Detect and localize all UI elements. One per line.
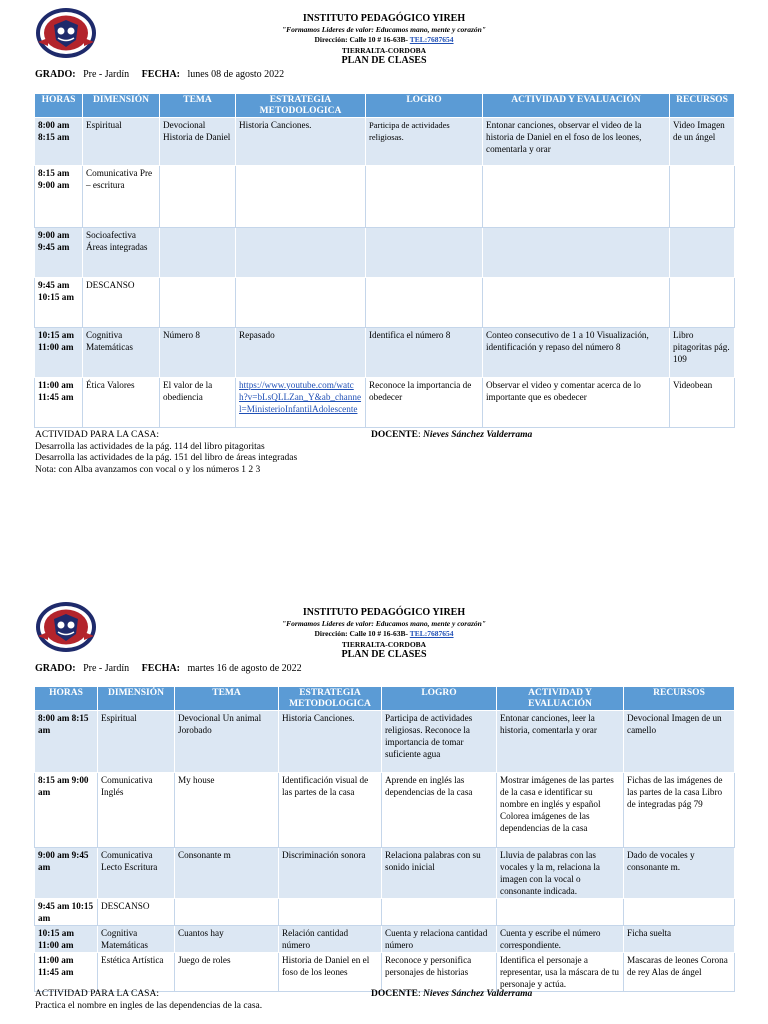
cell-estrategia: Relación cantidad número [279, 926, 382, 953]
table-header-row [35, 94, 735, 118]
col-header-actividad: ACTIVIDAD Y EVALUACIÓN [497, 687, 624, 711]
col-header-logro: LOGRO [366, 94, 483, 118]
cell-actividad: Mostrar imágenes de las partes de la casa e identificar su nombre en inglés y español Colorea imágenes de las dependencias de la casa [497, 773, 624, 848]
table-row [35, 848, 735, 899]
school-name: INSTITUTO PEDAGÓGICO YIREH [302, 607, 466, 618]
cell-dimension: Comunicativa Lecto Escritura [98, 848, 175, 899]
cell-estrategia: Repasado [236, 328, 366, 378]
cell-hora: 8:00 am 8:15 am [35, 711, 98, 773]
cell-logro [366, 166, 483, 228]
cell-estrategia: Identificación visual de las partes de la casa [279, 773, 382, 848]
plan-title: PLAN DE CLASES [341, 649, 427, 660]
cell-hora: 8:00 am 8:15 am [35, 118, 83, 166]
cell-logro: Relaciona palabras con su sonido inicial [382, 848, 497, 899]
cell-estrategia: Historia Canciones. [236, 118, 366, 166]
cell-actividad: Lluvia de palabras con las vocales y la m, relaciona la imagen con la vocal o consonante indicada. [497, 848, 624, 899]
homework-title: ACTIVIDAD PARA LA CASA: [35, 989, 159, 999]
cell-recursos: Video Imagen de un ángel [670, 118, 735, 166]
cell-dimension: DESCANSO [98, 899, 175, 926]
cell-dimension: Comunicativa Pre – escritura [83, 166, 160, 228]
cell-hora: 10:15 am 11:00 am [35, 328, 83, 378]
cell-dimension: Socioafectiva Áreas integradas [83, 228, 160, 278]
cell-recursos: Fichas de las imágenes de las partes de la casa Libro de integradas pág 79 [624, 773, 735, 848]
cell-logro [366, 228, 483, 278]
col-header-actividad: ACTIVIDAD Y EVALUACIÓN [483, 94, 670, 118]
cell-hora: 10:15 am 11:00 am [35, 926, 98, 953]
cell-recursos: Devocional Imagen de un camello [624, 711, 735, 773]
cell-actividad: Entonar canciones, observar el video de la historia de Daniel en el foso de los leones, comentarla y orar [483, 118, 670, 166]
cell-hora: 11:00 am 11:45 am [35, 953, 98, 992]
col-header-horas: HORAS [35, 687, 98, 711]
cell-estrategia [236, 278, 366, 328]
cell-hora: 11:00 am 11:45 am [35, 378, 83, 428]
school-tel-link[interactable]: TEL:7687654 [409, 629, 454, 638]
homework-item: Practica el nombre en ingles de las dependencias de la casa. [35, 1000, 263, 1011]
cell-recursos: Libro pitagoritas pág. 109 [670, 328, 735, 378]
table-row [35, 328, 735, 378]
table-row [35, 118, 735, 166]
cell-tema [160, 278, 236, 328]
cell-dimension: Comunicativa Inglés [98, 773, 175, 848]
cell-logro: Cuenta y relaciona cantidad número [382, 926, 497, 953]
fecha-label: FECHA: [141, 663, 181, 674]
cell-hora: 8:15 am 9:00 am [35, 773, 98, 848]
col-header-dimension: DIMENSIÓN [83, 94, 160, 118]
cell-actividad: Entonar canciones, leer la historia, comentarla y orar [497, 711, 624, 773]
cell-actividad [483, 278, 670, 328]
cell-logro: Aprende en inglés las dependencias de la casa [382, 773, 497, 848]
cell-hora: 9:45 am 10:15 am [35, 278, 83, 328]
table-row [35, 278, 735, 328]
docente-label: DOCENTE [371, 989, 418, 999]
cell-recursos [670, 228, 735, 278]
school-address [0, 35, 768, 46]
plan2-grado-line [35, 663, 302, 674]
cell-actividad: Identifica el personaje a representar, usa la máscara de tu personaje y actúa. [497, 953, 624, 992]
cell-estrategia [279, 899, 382, 926]
col-header-recursos: RECURSOS [670, 94, 735, 118]
cell-actividad [497, 899, 624, 926]
cell-estrategia [236, 378, 366, 428]
cell-recursos: Videobean [670, 378, 735, 428]
table-row [35, 166, 735, 228]
table-row [35, 899, 735, 926]
table-header-row [35, 687, 735, 711]
col-header-recursos: RECURSOS [624, 687, 735, 711]
address-text: Dirección: Calle 10 # 16-63B- [314, 35, 409, 44]
col-header-estrategia: ESTRATEGIA METODOLOGICA [279, 687, 382, 711]
docente-label: DOCENTE [371, 430, 418, 440]
cell-logro: Reconoce la importancia de obedecer [366, 378, 483, 428]
address-text: Dirección: Calle 10 # 16-63B- [314, 629, 409, 638]
cell-tema: My house [175, 773, 279, 848]
cell-logro: Participa de actividades religiosas. Reconoce la importancia de tomar suficiente agua [382, 711, 497, 773]
cell-actividad [483, 166, 670, 228]
cell-estrategia [236, 228, 366, 278]
grado-value: Pre - Jardín [83, 69, 130, 80]
table-row [35, 953, 735, 992]
cell-estrategia: Discriminación sonora [279, 848, 382, 899]
school-motto: "Formamos Líderes de valor: Educamos mano, mente y corazón" [282, 618, 486, 628]
plan1-footer [35, 430, 735, 476]
plan2-header-text [0, 608, 768, 661]
cell-tema: Consonante m [175, 848, 279, 899]
plan1-header [0, 0, 768, 66]
cell-actividad: Cuenta y escribe el número correspondiente. [497, 926, 624, 953]
plan2-footer [35, 989, 735, 1012]
plan1-grado-line [35, 69, 284, 80]
cell-tema: Devocional Historia de Daniel [160, 118, 236, 166]
plan-title: PLAN DE CLASES [341, 55, 427, 66]
fecha-label: FECHA: [141, 69, 181, 80]
col-header-tema: TEMA [175, 687, 279, 711]
table-row [35, 773, 735, 848]
homework-item: Desarrolla las actividades de la pág. 114 del libro pitagoritas [35, 441, 265, 452]
col-header-tema: TEMA [160, 94, 236, 118]
cell-estrategia: Historia de Daniel en el foso de los leones [279, 953, 382, 992]
table-row [35, 228, 735, 278]
cell-dimension: Espiritual [98, 711, 175, 773]
cell-recursos: Dado de vocales y consonante m. [624, 848, 735, 899]
docente-name: Nieves Sánchez Valderrama [423, 430, 533, 440]
homework-title: ACTIVIDAD PARA LA CASA: [35, 430, 159, 440]
cell-dimension: Cognitiva Matemáticas [83, 328, 160, 378]
cell-recursos: Mascaras de leones Corona de rey Alas de ángel [624, 953, 735, 992]
table-row [35, 378, 735, 428]
cell-logro [382, 899, 497, 926]
col-header-logro: LOGRO [382, 687, 497, 711]
plan2-header [0, 594, 768, 660]
docente-line: DOCENTE: Nieves Sánchez Valderrama [371, 989, 533, 999]
grado-value: Pre - Jardín [83, 663, 130, 674]
cell-hora: 9:00 am 9:45 am [35, 228, 83, 278]
cell-actividad [483, 228, 670, 278]
cell-tema [175, 899, 279, 926]
docente-name: Nieves Sánchez Valderrama [423, 989, 533, 999]
homework-item: Nota: con Alba avanzamos con vocal o y los números 1 2 3 [35, 464, 261, 475]
cell-logro: Participa de actividades religiosas. [366, 118, 483, 166]
cell-tema: Cuantos hay [175, 926, 279, 953]
col-header-dimension: DIMENSIÓN [98, 687, 175, 711]
cell-hora: 9:00 am 9:45 am [35, 848, 98, 899]
cell-recursos: Ficha suelta [624, 926, 735, 953]
grado-label: GRADO: [35, 69, 76, 80]
cell-actividad: Observar el video y comentar acerca de lo importante que es obedecer [483, 378, 670, 428]
fecha-value: martes 16 de agosto de 2022 [187, 663, 302, 674]
school-city: TIERRALTA-CORDOBA [341, 639, 427, 649]
docente-line: DOCENTE: Nieves Sánchez Valderrama [371, 430, 533, 440]
cell-tema [160, 228, 236, 278]
grado-label: GRADO: [35, 663, 76, 674]
cell-estrategia: Historia Canciones. [279, 711, 382, 773]
plan1-header-text [0, 14, 768, 67]
cell-tema: Juego de roles [175, 953, 279, 992]
homework-item: Desarrolla las actividades de la pág. 151 del libro de áreas integradas [35, 453, 298, 463]
cell-actividad: Conteo consecutivo de 1 a 10 Visualización, identificación y repaso del número 8 [483, 328, 670, 378]
cell-dimension: Espiritual [83, 118, 160, 166]
cell-tema: Número 8 [160, 328, 236, 378]
cell-dimension: Cognitiva Matemáticas [98, 926, 175, 953]
school-motto: "Formamos Líderes de valor: Educamos mano, mente y corazón" [282, 24, 486, 34]
school-name: INSTITUTO PEDAGÓGICO YIREH [302, 13, 466, 24]
school-tel-link[interactable]: TEL:7687654 [409, 35, 454, 44]
cell-logro: Reconoce y personifica personajes de historias [382, 953, 497, 992]
cell-dimension: Ética Valores [83, 378, 160, 428]
cell-logro [366, 278, 483, 328]
table-row [35, 926, 735, 953]
cell-logro: Identifica el número 8 [366, 328, 483, 378]
fecha-value: lunes 08 de agosto 2022 [187, 69, 285, 80]
cell-tema: El valor de la obediencia [160, 378, 236, 428]
cell-estrategia [236, 166, 366, 228]
plan2-table [34, 686, 735, 992]
col-header-horas: HORAS [35, 94, 83, 118]
cell-dimension: DESCANSO [83, 278, 160, 328]
cell-dimension: Estética Artística [98, 953, 175, 992]
cell-hora: 9:45 am 10:15 am [35, 899, 98, 926]
table-row [35, 711, 735, 773]
school-city: TIERRALTA-CORDOBA [341, 45, 427, 55]
cell-hora: 8:15 am 9:00 am [35, 166, 83, 228]
cell-recursos [670, 278, 735, 328]
col-header-estrategia: ESTRATEGIA METODOLOGICA [236, 94, 366, 118]
cell-tema: Devocional Un animal Jorobado [175, 711, 279, 773]
cell-tema [160, 166, 236, 228]
cell-recursos [670, 166, 735, 228]
youtube-video-link[interactable]: https://www.youtube.com/watch?v=bLsQLLZan_Y&ab_channel=MinisterioInfantilAdolescente [239, 380, 362, 414]
cell-recursos [624, 899, 735, 926]
plan1-table [34, 93, 735, 428]
school-address [0, 629, 768, 640]
